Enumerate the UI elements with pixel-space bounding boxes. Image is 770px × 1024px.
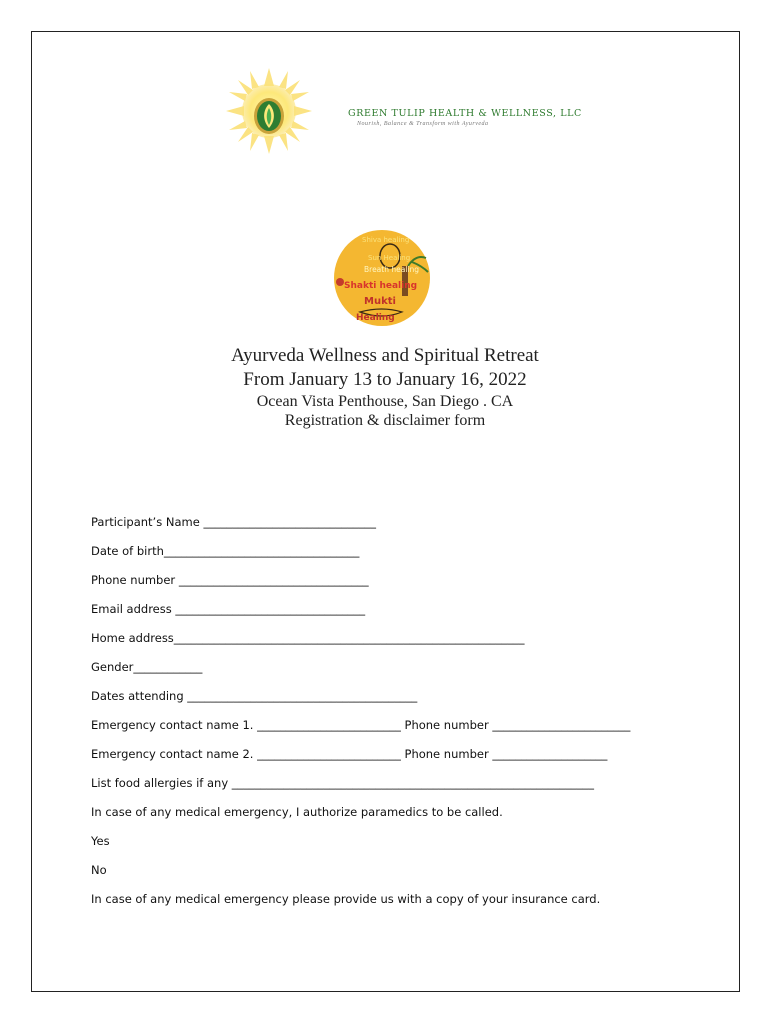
company-name: GREEN TULIP HEALTH & WELLNESS, LLC: [348, 108, 582, 119]
badge-line-4: Shakti healing: [344, 281, 418, 291]
healing-badge-image: [330, 226, 436, 330]
form-title: Registration & disclaimer form: [284, 412, 486, 429]
badge-line-1: Shiva healing: [362, 236, 410, 244]
retreat-dates: From January 13 to January 16, 2022: [243, 369, 527, 390]
phone-number-field[interactable]: Phone number _________________________________: [91, 573, 369, 587]
gender-field[interactable]: Gender____________: [91, 660, 203, 674]
emergency-contact-1-field[interactable]: Emergency contact name 1. _________________________ Phone number ________________________: [91, 718, 631, 732]
retreat-title: Ayurveda Wellness and Spiritual Retreat: [231, 345, 539, 366]
badge-line-6: Healing: [356, 313, 395, 323]
medical-authorization-text: In case of any medical emergency, I authorize paramedics to be called.: [91, 805, 503, 819]
option-no[interactable]: No: [91, 863, 107, 877]
document-page: [31, 31, 740, 992]
badge-line-5: Mukti: [364, 296, 396, 307]
badge-line-3: Breath healing: [364, 265, 419, 274]
food-allergies-field[interactable]: List food allergies if any _______________________________________________________________: [91, 776, 595, 790]
badge-line-2: Sun Healing: [368, 254, 411, 262]
date-of-birth-field[interactable]: Date of birth__________________________________: [91, 544, 360, 558]
emergency-contact-2-field[interactable]: Emergency contact name 2. _________________________ Phone number ____________________: [91, 747, 608, 761]
dates-attending-field[interactable]: Dates attending ________________________________________: [91, 689, 418, 703]
sun-tulip-logo-icon: [226, 68, 312, 154]
participant-name-field[interactable]: Participant’s Name ______________________________: [91, 515, 376, 529]
email-address-field[interactable]: Email address _________________________________: [91, 602, 366, 616]
retreat-location: Ocean Vista Penthouse, San Diego . CA: [256, 393, 514, 410]
home-address-field[interactable]: Home address_____________________________________________________________: [91, 631, 525, 645]
insurance-note-text: In case of any medical emergency please provide us with a copy of your insurance card.: [91, 892, 601, 906]
company-tagline: Nourish, Balance & Transform with Ayurveda: [357, 121, 489, 127]
option-yes[interactable]: Yes: [91, 834, 110, 848]
